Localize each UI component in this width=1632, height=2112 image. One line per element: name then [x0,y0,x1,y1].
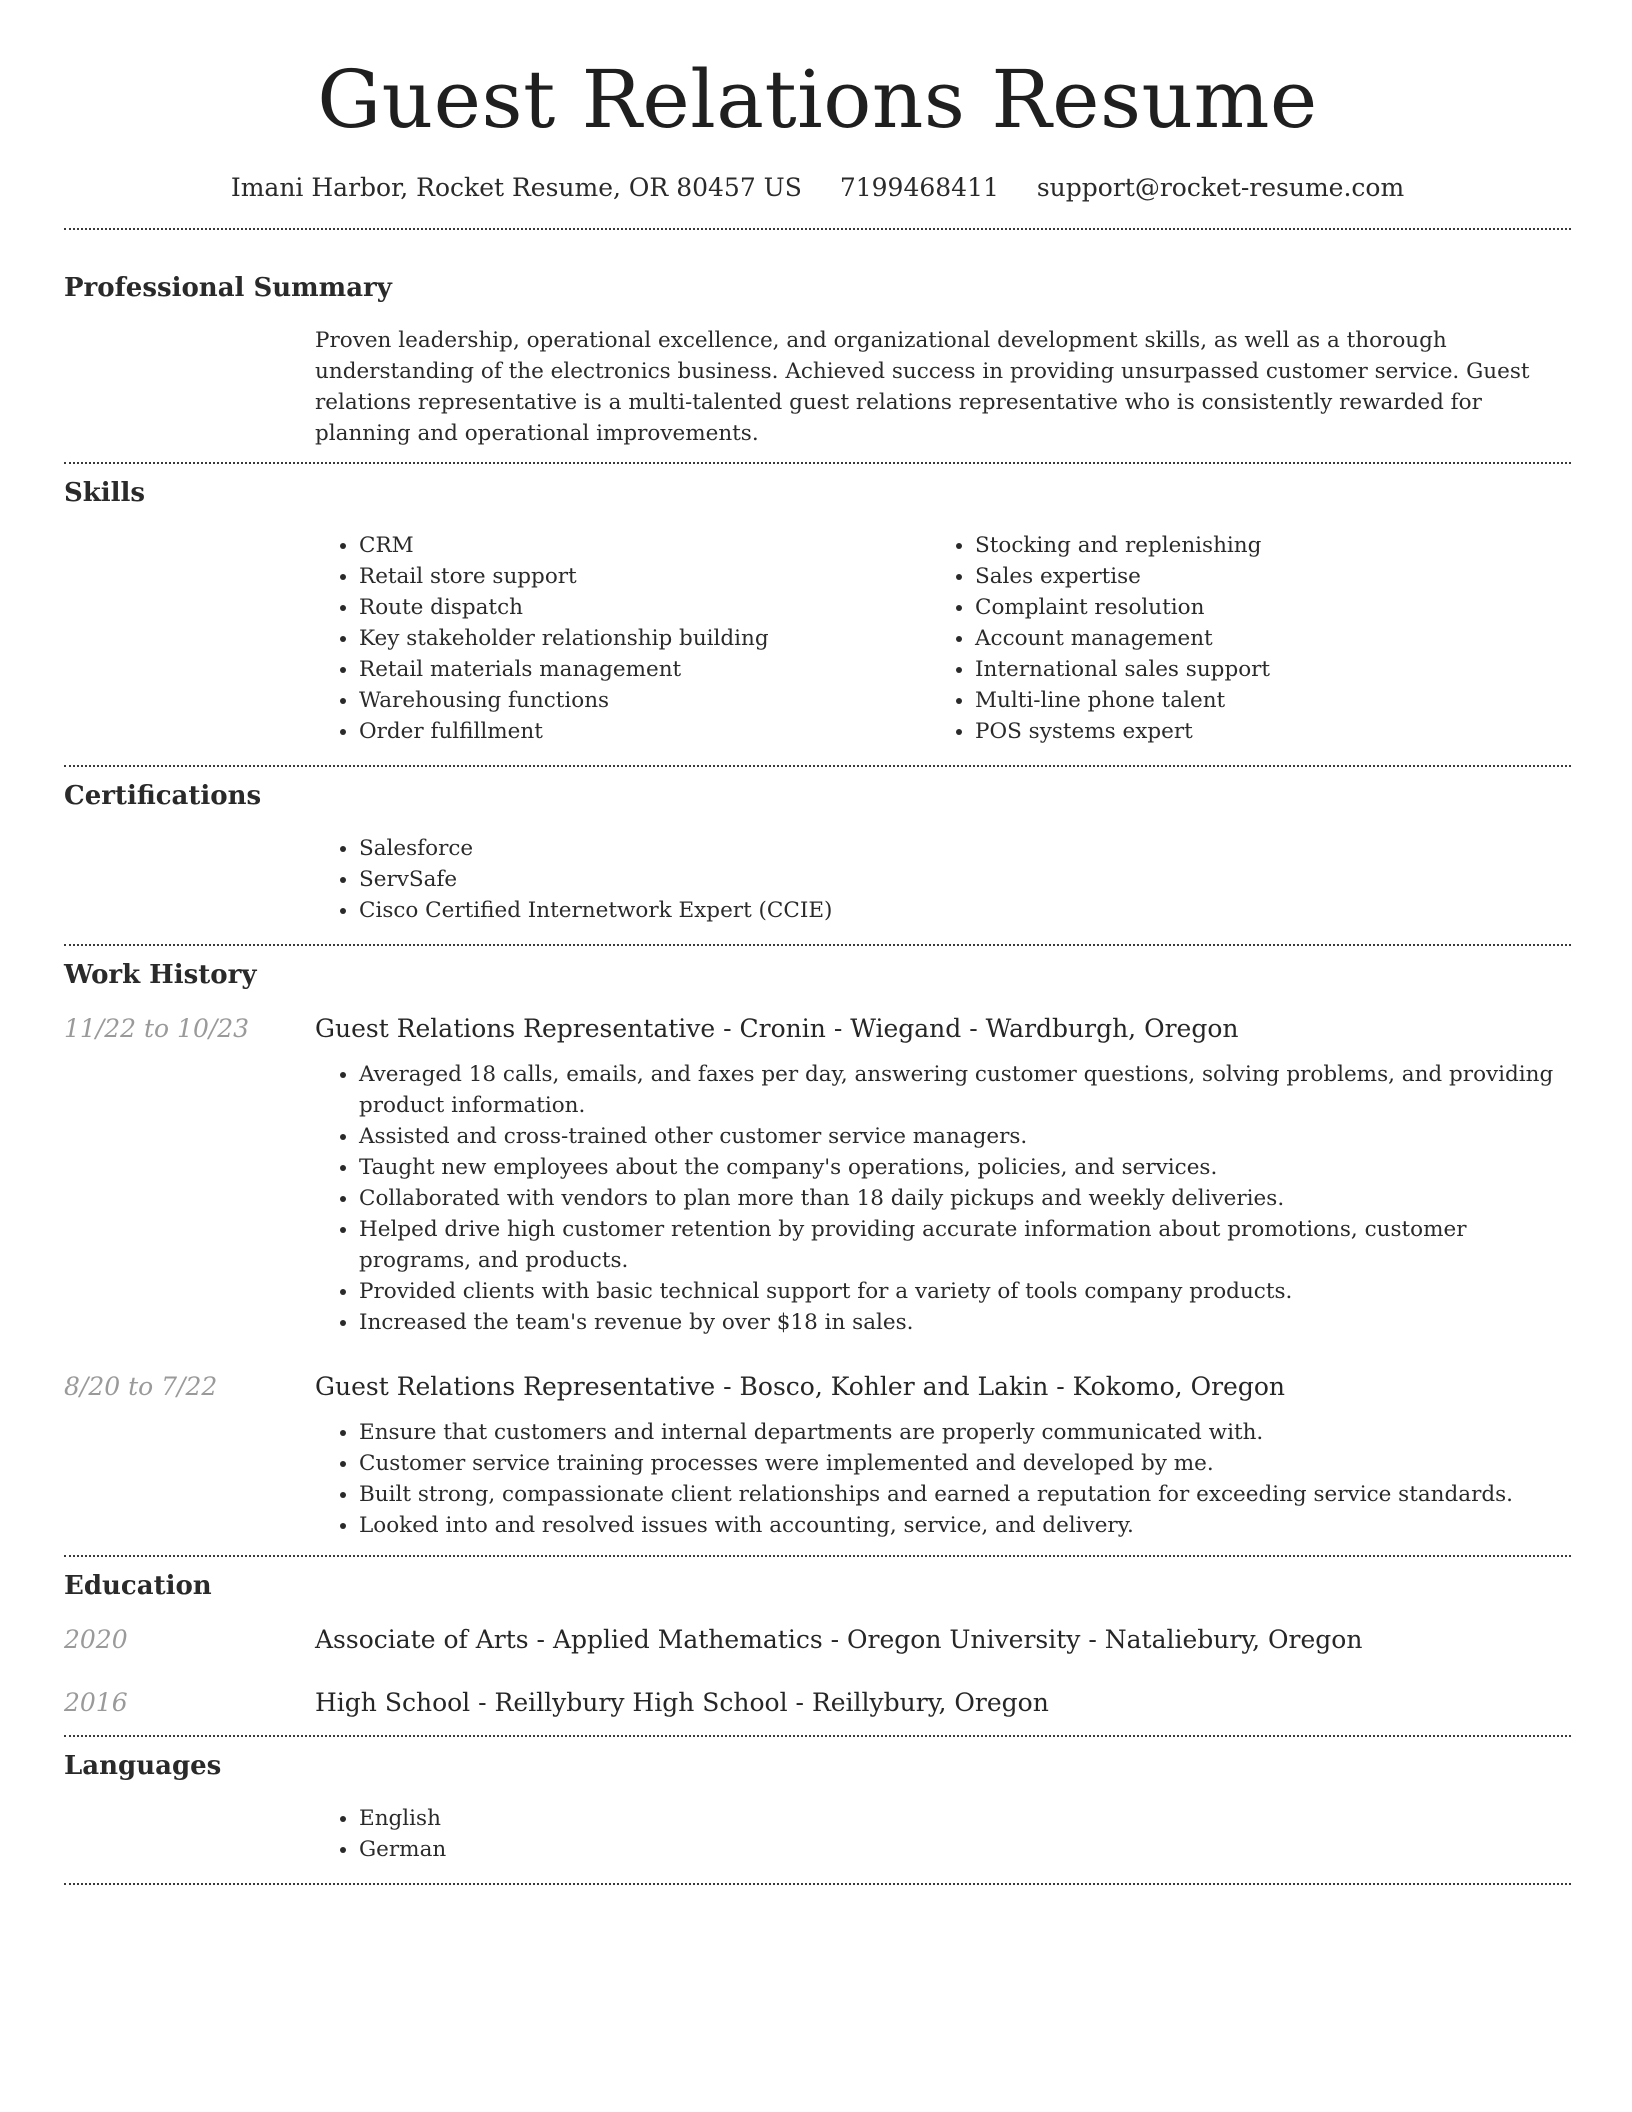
skill-item: • Key stakeholder relationship building [359,623,931,654]
job-title: Guest Relations Representative [315,1372,716,1401]
job-bullet: • Increased the team's revenue by over $18 in sales. [359,1307,1571,1338]
education-location: Nataliebury, Oregon [1104,1625,1363,1654]
certifications-section [64,779,1571,926]
skill-item: • Multi-line phone talent [975,685,1547,716]
education-section [64,1569,1571,1717]
job-entry [64,1014,1571,1043]
section-divider [64,462,1571,464]
skill-item: • Complaint resolution [975,592,1547,623]
languages-list [315,1803,1571,1865]
job-bullet: • Built strong, compassionate client relationships and earned a reputation for exceeding service standards. [359,1479,1571,1510]
education-school: Oregon University [847,1625,1081,1654]
job-bullet: • Helped drive high customer retention by providing accurate information about promotions, customer programs, and products. [359,1214,1571,1276]
job-bullets [315,1059,1571,1338]
section-divider [64,765,1571,767]
job-heading: Guest Relations Representative - Cronin - Wiegand - Wardburgh, Oregon [315,1014,1239,1043]
job-location: Kokomo, Oregon [1072,1372,1285,1401]
summary-section [64,271,1571,449]
work-history-section [64,958,1571,1541]
education-field: Applied Mathematics [552,1625,823,1654]
section-divider [64,1883,1571,1885]
certification-item: • Cisco Certified Internetwork Expert (CCIE) [359,895,1571,926]
language-item: • German [359,1834,1571,1865]
contact-phone: 7199468411 [839,173,999,202]
skill-item: • Stocking and replenishing [975,530,1547,561]
certifications-heading: Certifications [64,781,262,811]
certifications-list [315,833,1571,926]
skills-list-left [315,530,931,747]
education-school: Reillybury High School [494,1688,788,1717]
job-entry [64,1372,1571,1401]
languages-section [64,1749,1571,1865]
education-degree: Associate of Arts [315,1625,529,1654]
section-divider [64,1555,1571,1557]
job-bullet: • Provided clients with basic technical support for a variety of tools company products. [359,1276,1571,1307]
languages-heading: Languages [64,1751,222,1781]
skill-item: • Retail store support [359,561,931,592]
education-year: 2016 [64,1688,128,1717]
language-item: • English [359,1803,1571,1834]
job-bullet: • Averaged 18 calls, emails, and faxes per day, answering customer questions, solving problems, and providing product information. [359,1059,1571,1121]
education-heading-line: Associate of Arts - Applied Mathematics - Oregon University - Nataliebury, Oregon [315,1625,1363,1654]
section-divider [64,944,1571,946]
education-location: Reillybury, Oregon [811,1688,1049,1717]
certification-item: • ServSafe [359,864,1571,895]
job-location: Wardburgh, Oregon [985,1014,1239,1043]
skill-item: • Order fulfillment [359,716,931,747]
section-divider [64,1735,1571,1737]
job-heading: Guest Relations Representative - Bosco, Kohler and Lakin - Kokomo, Oregon [315,1372,1285,1401]
skill-item: • Retail materials management [359,654,931,685]
job-bullets [315,1417,1571,1541]
skill-item: • Sales expertise [975,561,1547,592]
job-dates: 8/20 to 7/22 [64,1372,218,1401]
job-bullet: • Assisted and cross-trained other customer service managers. [359,1121,1571,1152]
job-company: Cronin - Wiegand [739,1014,962,1043]
contact-email: support@rocket-resume.com [1036,173,1405,202]
section-divider [64,228,1571,230]
contact-address: Imani Harbor, Rocket Resume, OR 80457 US [230,173,802,202]
resume-title: Guest Relations Resume [317,53,1318,146]
education-entry [64,1688,1571,1717]
job-bullet: • Collaborated with vendors to plan more than 18 daily pickups and weekly deliveries. [359,1183,1571,1214]
skill-item: • Warehousing functions [359,685,931,716]
summary-heading: Professional Summary [64,273,392,303]
education-heading-line: High School - Reillybury High School - Reillybury, Oregon [315,1688,1049,1717]
job-bullet: • Looked into and resolved issues with accounting, service, and delivery. [359,1510,1571,1541]
education-heading: Education [64,1571,212,1601]
resume-page [64,0,1571,1885]
skills-section [64,476,1571,747]
education-entry [64,1625,1571,1654]
job-bullet: • Taught new employees about the company's operations, policies, and services. [359,1152,1571,1183]
job-company: Bosco, Kohler and Lakin [739,1372,1049,1401]
skill-item: • Account management [975,623,1547,654]
job-dates: 11/22 to 10/23 [64,1014,250,1043]
education-year: 2020 [64,1625,128,1654]
job-bullet: • Ensure that customers and internal departments are properly communicated with. [359,1417,1571,1448]
skills-list-right [931,530,1547,747]
job-title: Guest Relations Representative [315,1014,716,1043]
skill-item: • International sales support [975,654,1547,685]
certification-item: • Salesforce [359,833,1571,864]
education-degree: High School [315,1688,471,1717]
contact-line [64,172,1571,204]
job-bullet: • Customer service training processes were implemented and developed by me. [359,1448,1571,1479]
skill-item: • POS systems expert [975,716,1547,747]
skills-heading: Skills [64,478,146,508]
work-history-heading: Work History [64,960,257,990]
skill-item: • CRM [359,530,931,561]
skill-item: • Route dispatch [359,592,931,623]
summary-text: Proven leadership, operational excellence, and organizational development skills, as well as a thorough understanding of the electronics business. Achieved success in providing unsurpassed customer service. Guest relations representative is a multi-talented guest relations representative who is consistently rewarded for planning and operational improvements. [315,328,1530,446]
